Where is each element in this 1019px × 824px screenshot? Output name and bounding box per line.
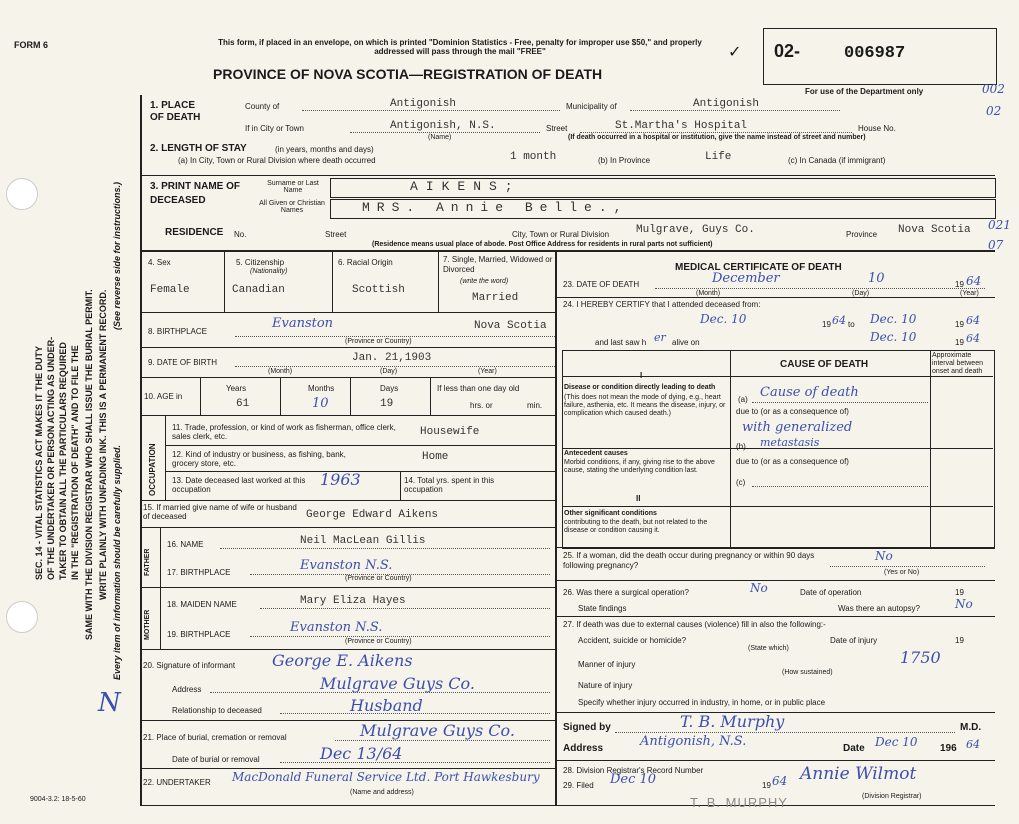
autopsy-answer: No	[955, 597, 973, 611]
dept-code-3: 021	[988, 218, 1011, 232]
binder-hole	[6, 601, 38, 633]
surgery-answer: No	[750, 581, 768, 595]
frame-left	[140, 95, 142, 805]
form-number: FORM 6	[14, 40, 49, 50]
age-less-than-day: If less than one day old	[437, 384, 520, 393]
occupation-a11: Housewife	[420, 426, 480, 438]
external-causes-label: 27. If death was due to external causes (violence) fill in also the following:-	[563, 620, 826, 629]
alive-on-year: 64	[966, 332, 980, 345]
sex-label: 4. Sex	[148, 258, 171, 267]
informant-address: Mulgrave Guys Co.	[320, 674, 475, 693]
age-days-value: 19	[380, 398, 394, 410]
alive-on-year-prefix: 19	[955, 338, 964, 347]
residence-street-label: Street	[325, 230, 347, 239]
citizenship-label: 5. Citizenship	[236, 258, 285, 267]
attended-from-year: 64	[832, 314, 846, 327]
given-names-value: MRS. Annie Belle.,	[362, 200, 629, 215]
record-number-label: 28. Division Registrar's Record Number	[563, 766, 704, 775]
mother-birthplace-label: 19. BIRTHPLACE	[167, 630, 231, 639]
sign-year-prefix: 196	[940, 743, 957, 754]
undertaker-label: 22. UNDERTAKER	[143, 778, 211, 787]
racial-origin-label: 6. Racial Origin	[338, 258, 393, 267]
father-birthplace-value: Evanston N.S.	[300, 558, 393, 573]
registration-number: 006987	[844, 44, 906, 63]
specify-label: Specify whether injury occurred in industry, in home, or in public place	[578, 698, 826, 707]
racial-origin-value: Scottish	[352, 284, 405, 296]
age-minutes-label: min.	[527, 401, 543, 410]
death-month: December	[712, 271, 780, 286]
divider-line	[140, 805, 995, 806]
antecedent-note: Morbid conditions, if any, giving rise to the above cause, stating the underlying condition last.	[564, 459, 715, 474]
residence-province-value: Nova Scotia	[898, 224, 971, 236]
age-months-label: Months	[308, 384, 335, 393]
age-years-value: 61	[236, 398, 250, 410]
filed-label: 29. Filed	[563, 781, 594, 790]
birthplace-hand-value: Evanston	[272, 316, 334, 331]
cause-b-label: (b)	[736, 442, 746, 451]
antecedent-label: Antecedent causes	[564, 450, 628, 457]
mother-maiden-value: Mary Eliza Hayes	[300, 595, 406, 607]
pregnancy-answer: No	[875, 549, 893, 563]
city-town-label: If in City or Town	[245, 124, 304, 133]
manner-mark: 1750	[900, 648, 941, 667]
hospital-note: (If death occurred in a hospital or institution, give the name instead of street and number)	[568, 134, 866, 141]
informant-label: 20. Signature of informant	[143, 661, 236, 670]
check-mark-icon: ✓	[728, 44, 742, 61]
marital-status-value: Married	[472, 292, 519, 304]
age-years-label: Years	[226, 384, 247, 393]
county-label: County of	[245, 102, 280, 111]
surgery-question: 26. Was there a surgical operation?	[563, 588, 689, 597]
registration-number-box	[763, 28, 997, 85]
house-number-label: House No.	[858, 124, 896, 133]
physician-signature: T. B. Murphy	[680, 712, 785, 731]
date-of-death-label: 23. DATE OF DEATH	[563, 280, 640, 289]
marital-status-label: 7. Single, Married, Widowed or Divorced	[443, 255, 553, 274]
other-conditions-label: Other significant conditions	[564, 510, 657, 517]
sign-date: Dec 10	[875, 735, 918, 749]
cause-b-value: metastasis	[760, 436, 820, 449]
dob-month-sub: (Month)	[268, 368, 293, 375]
dept-use-label: For use of the Department only	[805, 87, 924, 96]
sign-date-label: Date	[843, 743, 865, 754]
medical-certificate-title: MEDICAL CERTIFICATE OF DEATH	[675, 262, 842, 273]
attended-to: Dec. 10	[870, 312, 917, 326]
section-two-label: II	[636, 494, 641, 503]
spouse-label: 15. If married give name of wife or husband of deceased	[143, 503, 297, 521]
cause-of-death-title: CAUSE OF DEATH	[780, 359, 869, 370]
deceased-name-label: 3. PRINT NAME OF DECEASED	[150, 181, 241, 206]
registration-prefix: 02-	[774, 41, 801, 61]
surname-label: Surname or Last Name	[267, 180, 319, 194]
citizenship-sub: (Nationality)	[250, 268, 288, 275]
filed-year: 64	[772, 774, 788, 788]
county-value: Antigonish	[390, 98, 457, 110]
length-of-stay-sub: (in years, months and days)	[275, 145, 374, 154]
dept-code-4: 07	[988, 238, 1004, 252]
street-label: Street	[546, 124, 568, 133]
relationship-value: Husband	[350, 696, 423, 715]
death-year-prefix: 19	[955, 280, 964, 289]
occupation-q13: 13. Date deceased last worked at this occupation	[172, 476, 306, 494]
column-divider	[555, 250, 557, 805]
injury-date-label: Date of injury	[830, 636, 878, 645]
pregnancy-yesno-sub: (Yes or No)	[884, 569, 920, 576]
section-one-label: I	[640, 371, 643, 380]
death-day-sub: (Day)	[852, 290, 870, 297]
stay-city-label: (a) In City, Town or Rural Division where death occurred	[178, 156, 376, 165]
last-saw-label: and last saw h	[595, 338, 647, 347]
disease-label: Disease or condition directly leading to death	[564, 384, 716, 391]
autopsy-label: Was there an autopsy?	[838, 604, 920, 613]
informant-address-label: Address	[172, 685, 202, 694]
occupation-q14: 14. Total yrs. spent in this occupation	[404, 476, 495, 494]
form-title: PROVINCE OF NOVA SCOTIA—REGISTRATION OF DEATH	[213, 66, 603, 82]
dept-code-1: 002	[982, 82, 1005, 96]
print-code: 9004-3.2: 18-5-60	[30, 796, 86, 803]
nature-label: Nature of injury	[578, 681, 633, 690]
death-year-sub: (Year)	[960, 290, 979, 297]
marital-status-sub: (write the word)	[460, 278, 509, 285]
date-of-birth-value: Jan. 21,1903	[352, 352, 432, 364]
state-which-sub: (State which)	[748, 645, 789, 652]
residence-note: (Residence means usual place of abode. Post Office Address for residents in rural parts not sufficient)	[372, 241, 713, 248]
occupation-q12: 12. Kind of industry or business, as fishing, bank, grocery store, etc.	[172, 450, 346, 468]
name-sublabel: (Name)	[428, 134, 452, 141]
signed-by-label: Signed by	[563, 722, 611, 733]
operation-date-label: Date of operation	[800, 588, 862, 597]
how-sustained-sub: (How sustained)	[782, 669, 833, 676]
stay-province-value: Life	[705, 151, 732, 163]
father-name-label: 16. NAME	[167, 540, 204, 549]
city-town-value: Antigonish, N.S.	[390, 120, 496, 132]
divider-line	[140, 175, 995, 176]
relationship-label: Relationship to deceased	[172, 706, 262, 715]
age-days-label: Days	[380, 384, 399, 393]
undertaker-value: MacDonald Funeral Service Ltd. Port Hawkesbury	[232, 770, 540, 784]
burial-place-label: 21. Place of burial, cremation or removal	[143, 733, 287, 742]
informant-signature: George E. Aikens	[272, 651, 413, 670]
residence-city-label: City, Town or Rural Division	[512, 230, 610, 239]
side-instruction-6: WRITE PLAINLY WITH UNFADING INK. THIS IS A PERMANENT RECORD.	[98, 289, 108, 600]
side-instruction-7: (See reverse side for instructions.)	[112, 181, 122, 330]
side-instruction-4: IN THE "REGISTRATION OF DEATH" AND TO FILE THE	[70, 345, 80, 580]
approx-interval-label: Approximate interval between onset and death	[932, 352, 983, 375]
municipality-label: Municipality of	[566, 102, 617, 111]
side-instruction-2: OF THE UNDERTAKER OR PERSON ACTING AS UNDER-	[46, 336, 56, 580]
physician-address-label: Address	[563, 743, 604, 754]
cause-a-continued: with generalized	[742, 420, 853, 435]
father-birthplace-label: 17. BIRTHPLACE	[167, 568, 231, 577]
postal-notice: This form, if placed in an envelope, on which is printed "Dominion Statistics - Free, penalty for improper use $50," and properly addressed will pass through the mail "FREE"	[218, 38, 702, 56]
surname-value: AIKENS;	[410, 179, 521, 194]
last-saw-pronoun: er	[654, 331, 666, 344]
mother-side-label: MOTHER	[144, 609, 151, 640]
spouse-value: George Edward Aikens	[306, 509, 439, 521]
mother-birthplace-sub: (Province or Country)	[345, 638, 412, 645]
physician-address: Antigonish, N.S.	[640, 734, 747, 749]
cause-a-due-to: due to (or as a consequence of)	[736, 407, 849, 416]
stay-province-label: (b) In Province	[598, 156, 651, 165]
cause-b-due-to: due to (or as a consequence of)	[736, 457, 849, 466]
birthplace-typed-value: Nova Scotia	[474, 320, 547, 332]
residence-no-label: No.	[234, 230, 247, 239]
attended-to-label: to	[848, 320, 855, 329]
burial-date-label: Date of burial or removal	[172, 755, 260, 764]
date-of-birth-label: 9. DATE OF BIRTH	[148, 358, 218, 367]
death-day: 10	[868, 271, 885, 286]
dob-day-sub: (Day)	[380, 368, 398, 375]
attended-from-year-prefix: 19	[822, 320, 831, 329]
disease-note: (This does not mean the mode of dying, e.g., heart failure, asthenia, etc. It means the disease, injury, or complication which caused death.)	[564, 394, 726, 417]
death-year: 64	[966, 274, 982, 288]
father-birthplace-sub: (Province or Country)	[345, 575, 412, 582]
age-hours-label: hrs. or	[470, 401, 493, 410]
birthplace-label: 8. BIRTHPLACE	[148, 327, 207, 336]
attended-to-year-prefix: 19	[955, 320, 964, 329]
findings-label: State findings	[578, 604, 627, 613]
citizenship-value: Canadian	[232, 284, 285, 296]
given-names-label: All Given or Christian Names	[259, 200, 325, 214]
attended-label: 24. I HEREBY CERTIFY that I attended deceased from:	[563, 300, 761, 309]
pregnancy-question: 25. If a woman, did the death occur during pregnancy or within 90 days following pregnancy?	[563, 551, 815, 570]
operation-year-prefix: 19	[955, 588, 964, 597]
cause-a-value: Cause of death	[760, 385, 859, 400]
alive-on-label: alive on	[672, 338, 700, 347]
father-side-label: FATHER	[144, 548, 151, 576]
cause-c-label: (c)	[736, 478, 746, 487]
divider-line	[140, 250, 995, 252]
md-label: M.D.	[960, 722, 982, 733]
mother-birthplace-value: Evanston N.S.	[290, 620, 383, 635]
cause-a-label: (a)	[738, 395, 748, 404]
binder-hole	[6, 178, 38, 210]
side-instruction-8: Every item of information should be carefully supplied.	[112, 444, 122, 680]
dept-code-2: 02	[986, 104, 1002, 118]
street-value: St.Martha's Hospital	[615, 120, 748, 132]
residence-city-value: Mulgrave, Guys Co.	[636, 224, 755, 236]
burial-place-value: Mulgrave Guys Co.	[360, 721, 515, 740]
attended-to-year: 64	[966, 314, 980, 327]
side-instruction-3: TAKER TO OBTAIN ALL THE PARTICULARS REQUIRED	[58, 342, 68, 580]
registrar-signature: Annie Wilmot	[800, 764, 917, 784]
sign-year: 64	[966, 738, 980, 751]
injury-year-prefix: 19	[955, 636, 964, 645]
stay-city-value: 1 month	[510, 151, 557, 163]
residence-label: RESIDENCE	[165, 227, 224, 238]
filed-date: Dec 10	[610, 772, 657, 787]
occupation-a13: 1963	[320, 470, 361, 489]
side-instruction-1: SEC. 14 - VITAL STATISTICS ACT MAKES IT THE DUTY	[34, 345, 44, 580]
death-month-sub: (Month)	[696, 290, 721, 297]
age-months-value: 10	[312, 396, 329, 411]
undertaker-sub: (Name and address)	[350, 789, 414, 796]
occupation-side-label: OCCUPATION	[148, 443, 157, 496]
residence-province-label: Province	[846, 230, 878, 239]
occupation-q11: 11. Trade, profession, or kind of work as fisherman, office clerk, sales clerk, etc.	[172, 423, 396, 441]
side-instruction-5: SAME WITH THE DIVISION REGISTRAR WHO SHALL ISSUE THE BURIAL PERMIT.	[84, 289, 94, 640]
registrar-label: (Division Registrar)	[862, 793, 922, 800]
side-handwritten-mark: N	[98, 688, 121, 718]
attended-from: Dec. 10	[700, 312, 747, 326]
filed-year-prefix: 19	[762, 781, 771, 790]
alive-on-date: Dec. 10	[870, 330, 917, 344]
birthplace-sub: (Province or Country)	[345, 338, 412, 345]
length-of-stay-label: 2. LENGTH OF STAY	[150, 143, 247, 154]
place-of-death-label: 1. PLACE OF DEATH	[150, 100, 201, 123]
other-conditions-note: contributing to the death, but not related to the disease or condition causing it.	[564, 519, 708, 534]
sex-value: Female	[150, 284, 190, 296]
father-name-value: Neil MacLean Gillis	[300, 535, 426, 547]
burial-date-value: Dec 13/64	[320, 744, 403, 763]
accident-label: Accident, suicide or homicide?	[578, 636, 687, 645]
physician-stamp: T. B. MURPHY	[690, 795, 788, 810]
occupation-a12: Home	[422, 451, 449, 463]
manner-label: Manner of injury	[578, 660, 636, 669]
mother-maiden-label: 18. MAIDEN NAME	[167, 600, 237, 609]
age-label: 10. AGE in	[144, 392, 183, 401]
dob-year-sub: (Year)	[478, 368, 497, 375]
municipality-value: Antigonish	[693, 98, 760, 110]
stay-canada-label: (c) In Canada (if immigrant)	[788, 156, 886, 165]
